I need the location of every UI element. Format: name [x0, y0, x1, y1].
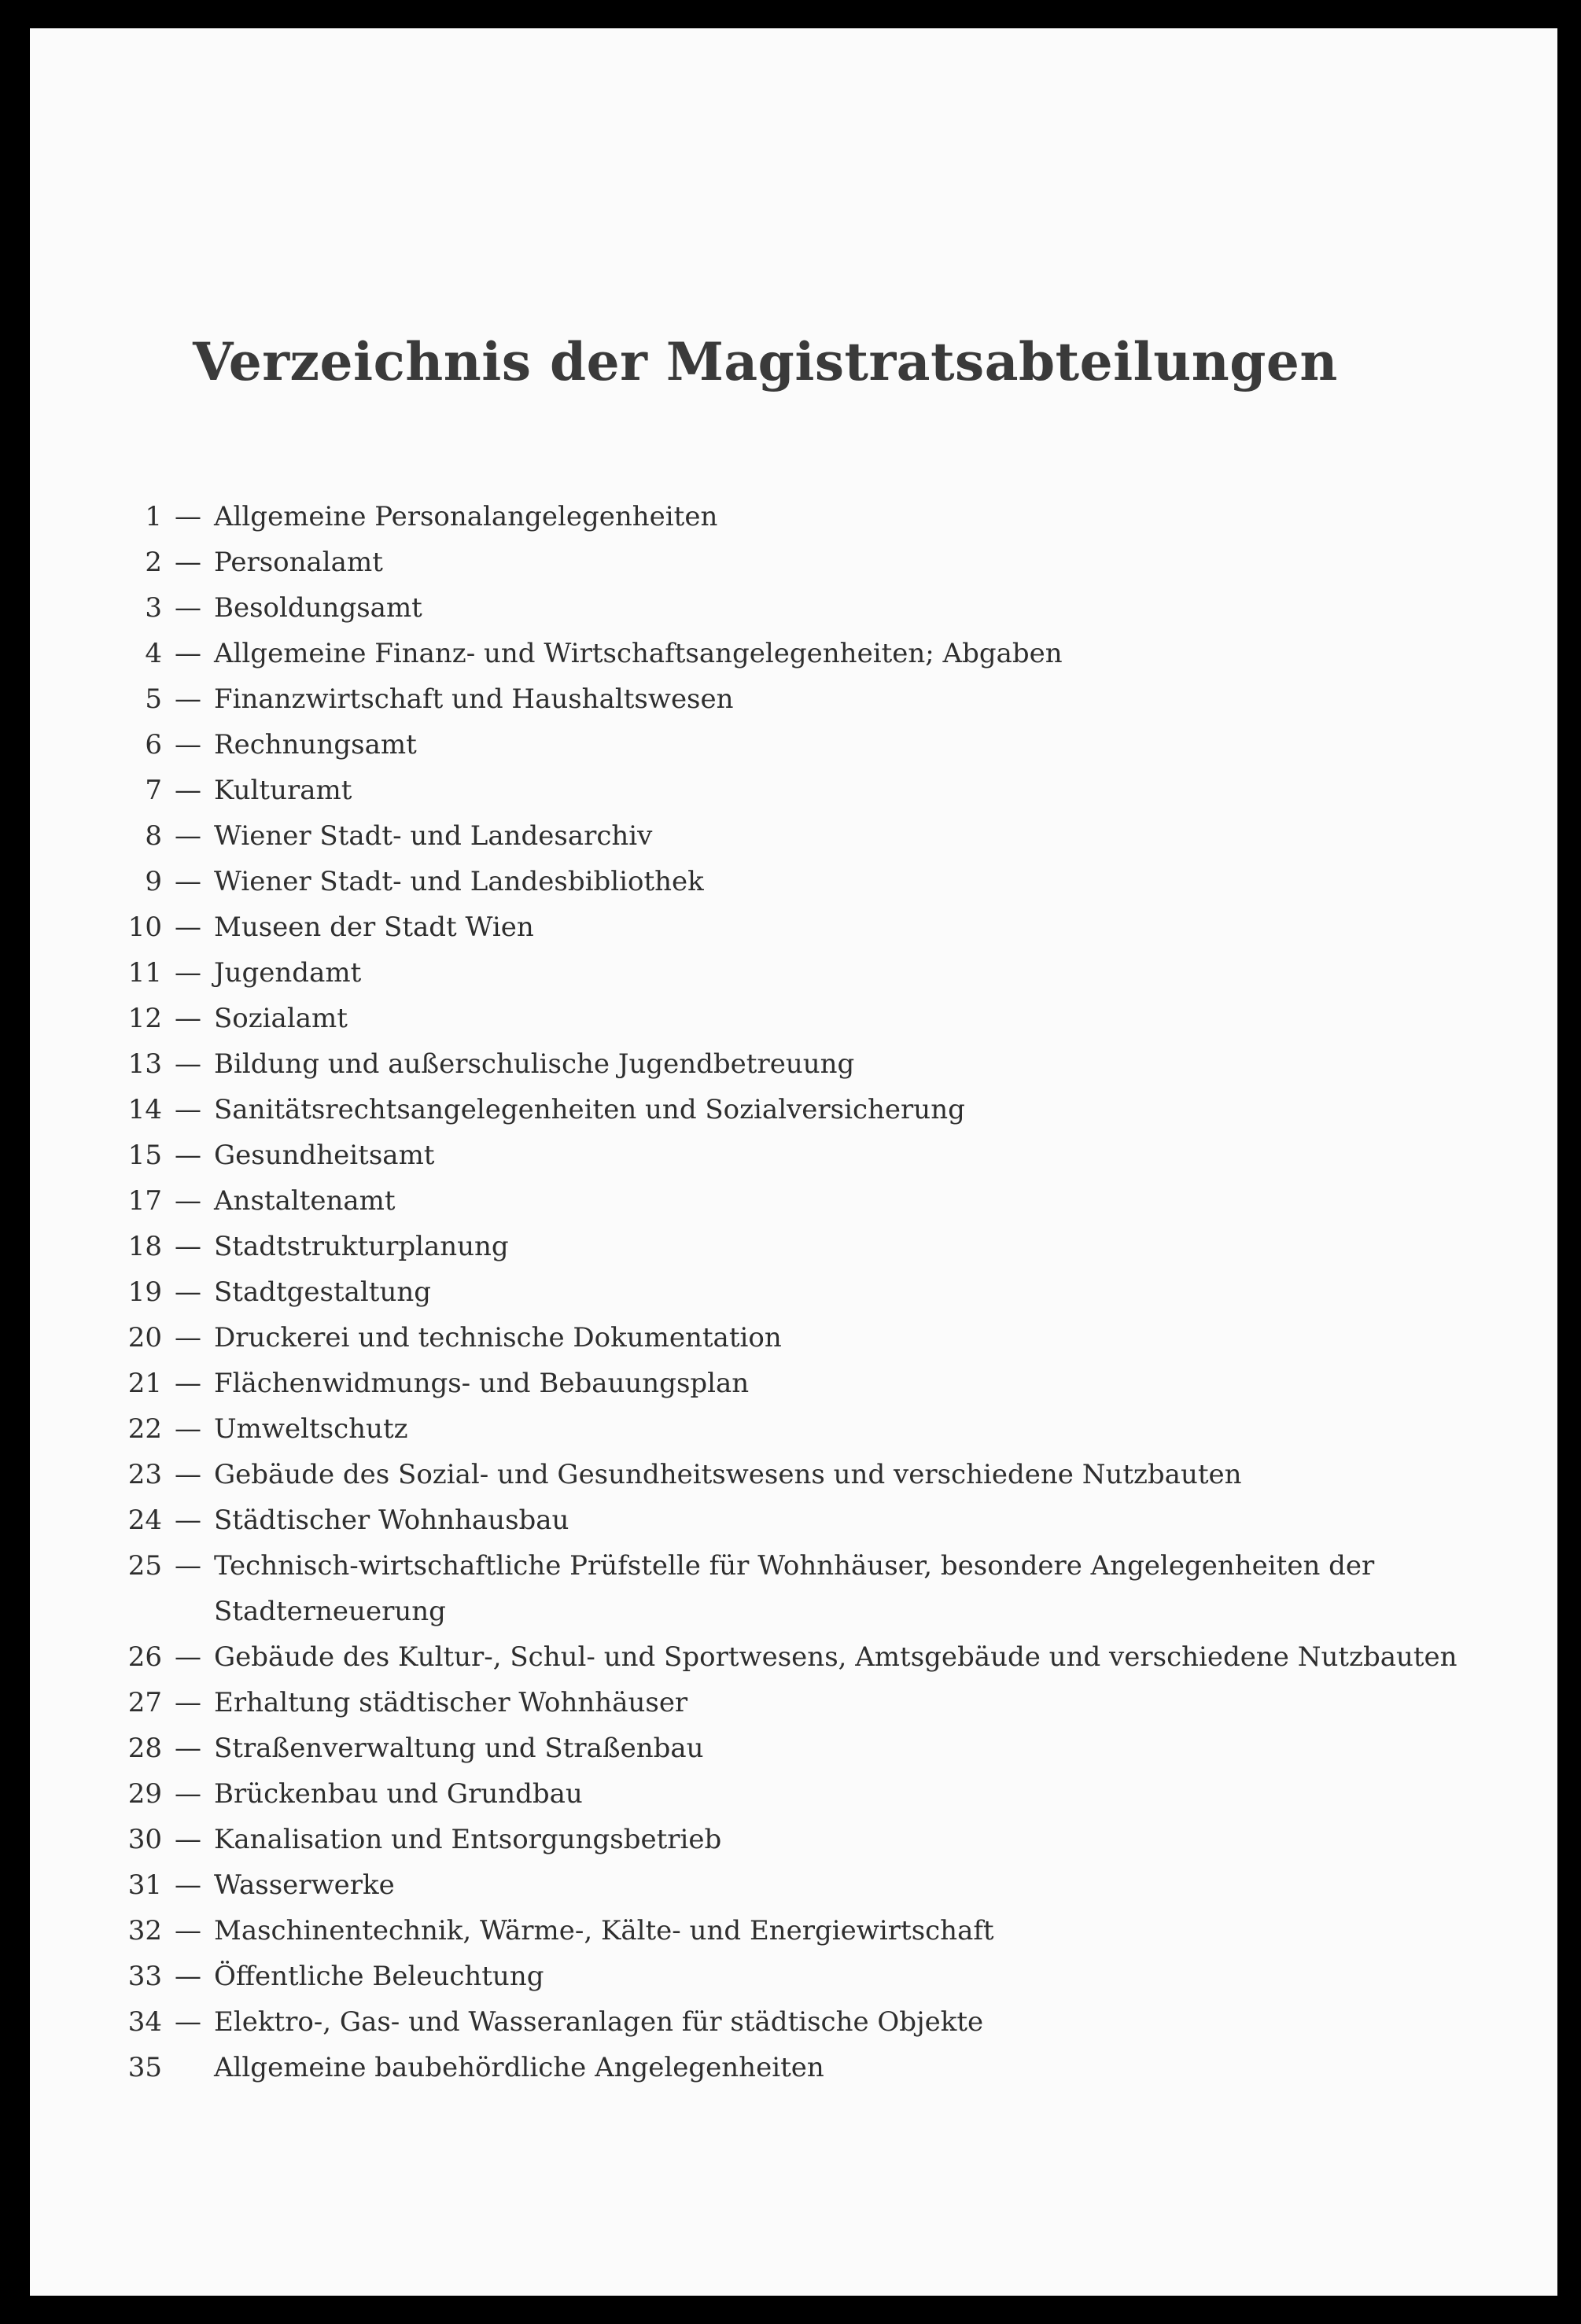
- entry-dash: —: [175, 775, 201, 806]
- entry-dash: —: [175, 1869, 201, 1901]
- entry-label: Elektro-, Gas- und Wasseranlagen für städtische Objekte: [214, 2006, 984, 2038]
- entry-number: 4: [145, 638, 162, 669]
- entry-number: 26: [127, 1641, 162, 1673]
- entry-label: Stadtstrukturplanung: [214, 1231, 509, 1262]
- list-item: [30, 1133, 1524, 1178]
- entry-number: 5: [145, 683, 162, 715]
- list-item: [30, 540, 1524, 585]
- entry-dash: —: [175, 1778, 201, 1810]
- entry-number: 8: [145, 820, 162, 852]
- list-item: [30, 1361, 1524, 1406]
- entry-dash: —: [175, 866, 201, 897]
- entry-label: Allgemeine baubehördliche Angelegenheiten: [214, 2052, 824, 2083]
- entry-number: 31: [127, 1869, 162, 1901]
- list-item: [30, 1726, 1524, 1771]
- list-item: [30, 1406, 1524, 1452]
- list-item: [30, 494, 1524, 540]
- entry-dash: —: [175, 1048, 201, 1080]
- entry-number: 1: [145, 501, 162, 532]
- entry-label: Kulturamt: [214, 775, 352, 806]
- list-item: [30, 1543, 1524, 1634]
- list-item: [30, 1315, 1524, 1361]
- entry-dash: —: [175, 1322, 201, 1354]
- list-item: [30, 1497, 1524, 1543]
- entry-label: Besoldungsamt: [214, 592, 422, 624]
- entry-label: Maschinentechnik, Wärme-, Kälte- und Energiewirtschaft: [214, 1915, 994, 1946]
- entry-dash: —: [175, 1824, 201, 1855]
- entry-number: 15: [127, 1140, 162, 1171]
- entry-dash: —: [175, 1231, 201, 1262]
- entry-dash: —: [175, 957, 201, 989]
- entry-dash: —: [175, 1641, 201, 1673]
- entry-dash: —: [175, 1368, 201, 1399]
- entry-number: 18: [127, 1231, 162, 1262]
- entry-dash: —: [175, 1687, 201, 1718]
- entry-number: 3: [145, 592, 162, 624]
- entry-label: Stadtgestaltung: [214, 1276, 432, 1308]
- entry-number: 32: [127, 1915, 162, 1946]
- list-item: [30, 1178, 1524, 1224]
- entry-dash: —: [175, 638, 201, 669]
- entry-number: 2: [145, 547, 162, 578]
- entry-dash: —: [175, 1413, 201, 1445]
- entry-number: 14: [127, 1094, 162, 1125]
- entry-number: 22: [127, 1413, 162, 1445]
- list-item: [30, 996, 1524, 1041]
- entry-label: Gebäude des Sozial- und Gesundheitswesens und verschiedene Nutzbauten: [214, 1459, 1242, 1490]
- entry-number: 11: [127, 957, 162, 989]
- entry-dash: —: [175, 592, 201, 624]
- list-item: [30, 1817, 1524, 1862]
- list-item: [30, 2045, 1524, 2090]
- list-item: [30, 768, 1524, 813]
- entry-label: Straßenverwaltung und Straßenbau: [214, 1733, 704, 1764]
- entry-label: Wiener Stadt- und Landesarchiv: [214, 820, 653, 852]
- entry-number: 27: [127, 1687, 162, 1718]
- entry-number: 19: [127, 1276, 162, 1308]
- entry-number: 30: [127, 1824, 162, 1855]
- entry-label: Kanalisation und Entsorgungsbetrieb: [214, 1824, 722, 1855]
- entry-number: 33: [127, 1961, 162, 1992]
- entry-dash: —: [175, 1185, 201, 1217]
- entry-dash: —: [175, 1550, 201, 1582]
- entry-number: 34: [127, 2006, 162, 2038]
- list-item: [30, 1680, 1524, 1726]
- entry-label: Umweltschutz: [214, 1413, 408, 1445]
- entry-dash: —: [175, 547, 201, 578]
- entry-number: 20: [127, 1322, 162, 1354]
- entry-label: Allgemeine Finanz- und Wirtschaftsangelegenheiten; Abgaben: [214, 638, 1063, 669]
- list-item: [30, 722, 1524, 768]
- entry-label: Öffentliche Beleuchtung: [214, 1961, 544, 1992]
- entry-label: Flächenwidmungs- und Bebauungsplan: [214, 1368, 750, 1399]
- list-item: [30, 1999, 1524, 2045]
- list-item: [30, 813, 1524, 859]
- entry-number: 7: [145, 775, 162, 806]
- entry-dash: —: [175, 1915, 201, 1946]
- entry-number: 35: [127, 2052, 162, 2083]
- list-item: [30, 631, 1524, 676]
- entry-dash: —: [175, 1276, 201, 1308]
- entry-label: Erhaltung städtischer Wohnhäuser: [214, 1687, 688, 1718]
- entry-number: 24: [127, 1505, 162, 1536]
- entry-label: Gebäude des Kultur-, Schul- und Sportwesens, Amtsgebäude und verschiedene Nutzbauten: [214, 1641, 1458, 1673]
- entry-dash: —: [175, 683, 201, 715]
- entry-dash: —: [175, 1961, 201, 1992]
- entry-dash: —: [175, 2006, 201, 2038]
- entry-dash: —: [175, 729, 201, 761]
- entry-label: Allgemeine Personalangelegenheiten: [214, 501, 718, 532]
- entry-label: Sanitätsrechtsangelegenheiten und Sozialversicherung: [214, 1094, 965, 1125]
- list-item: [30, 585, 1524, 631]
- entry-label: Jugendamt: [214, 957, 362, 989]
- entry-dash: —: [175, 1505, 201, 1536]
- entry-label: Brückenbau und Grundbau: [214, 1778, 583, 1810]
- entry-dash: —: [175, 1140, 201, 1171]
- entry-number: 23: [127, 1459, 162, 1490]
- entry-number: 13: [127, 1048, 162, 1080]
- entry-number: 17: [127, 1185, 162, 1217]
- entry-label: Anstaltenamt: [214, 1185, 396, 1217]
- entry-dash: —: [175, 1459, 201, 1490]
- list-item: [30, 1087, 1524, 1133]
- document-page: [30, 28, 1557, 2296]
- entry-label: Druckerei und technische Dokumentation: [214, 1322, 782, 1354]
- entry-number: 10: [127, 912, 162, 943]
- list-item: [30, 859, 1524, 904]
- entry-number: 25: [127, 1550, 162, 1582]
- list-item: [30, 1954, 1524, 1999]
- entry-number: 9: [145, 866, 162, 897]
- entry-label: Sozialamt: [214, 1003, 348, 1034]
- entry-dash: —: [175, 1094, 201, 1125]
- page-title: Verzeichnis der Magistratsabteilungen: [193, 331, 1338, 392]
- entry-number: 6: [145, 729, 162, 761]
- list-item: [30, 1041, 1524, 1087]
- entry-dash: —: [175, 1733, 201, 1764]
- list-item: [30, 904, 1524, 950]
- entry-dash: —: [175, 1003, 201, 1034]
- entry-number: 21: [127, 1368, 162, 1399]
- list-item: [30, 1269, 1524, 1315]
- entry-number: 29: [127, 1778, 162, 1810]
- entry-label: Wiener Stadt- und Landesbibliothek: [214, 866, 704, 897]
- entry-dash: —: [175, 501, 201, 532]
- entry-label: Personalamt: [214, 547, 383, 578]
- list-item: [30, 1634, 1524, 1680]
- list-item: [30, 676, 1524, 722]
- list-item: [30, 1862, 1524, 1908]
- entry-label: Technisch-wirtschaftliche Prüfstelle für Wohnhäuser, besondere Angelegenheiten der Stadterneuerung: [214, 1550, 1375, 1627]
- entry-label: Städtischer Wohnhausbau: [214, 1505, 569, 1536]
- entry-label: Bildung und außerschulische Jugendbetreuung: [214, 1048, 855, 1080]
- list-item: [30, 950, 1524, 996]
- entry-number: 28: [127, 1733, 162, 1764]
- entry-dash: —: [175, 820, 201, 852]
- department-list: [30, 494, 1524, 2090]
- list-item: [30, 1452, 1524, 1497]
- list-item: [30, 1224, 1524, 1269]
- entry-label: Museen der Stadt Wien: [214, 912, 534, 943]
- list-item: [30, 1771, 1524, 1817]
- entry-label: Wasserwerke: [214, 1869, 395, 1901]
- entry-number: 12: [127, 1003, 162, 1034]
- entry-label: Gesundheitsamt: [214, 1140, 435, 1171]
- entry-label: Rechnungsamt: [214, 729, 417, 761]
- entry-label: Finanzwirtschaft und Haushaltswesen: [214, 683, 734, 715]
- entry-dash: —: [175, 912, 201, 943]
- list-item: [30, 1908, 1524, 1954]
